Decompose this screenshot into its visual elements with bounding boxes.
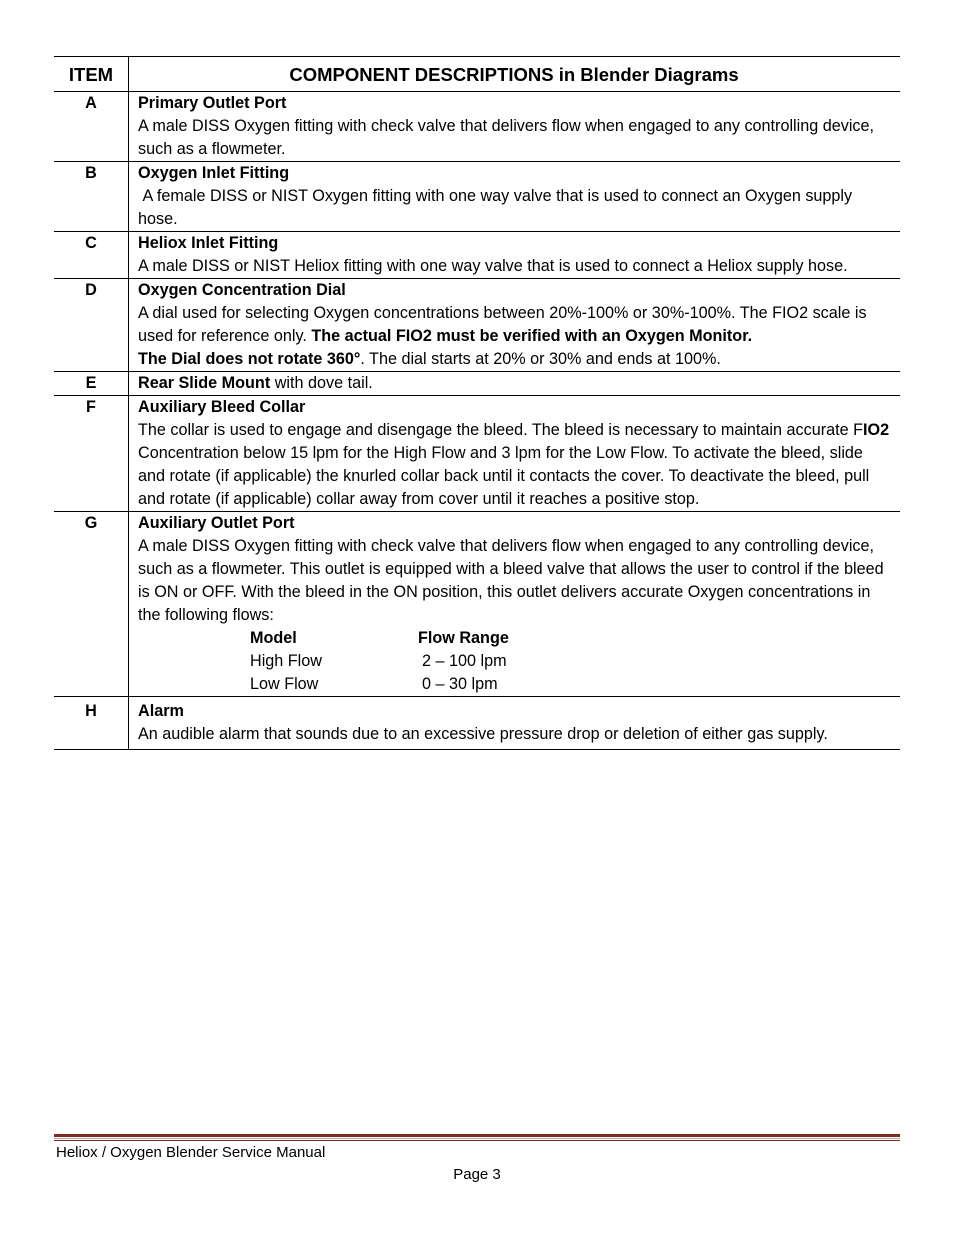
item-column-header: ITEM [54,57,129,92]
item-letter: D [54,279,129,372]
flow-range-table [250,627,890,696]
flow-range-value: 2 – 100 lpm [422,652,507,670]
component-title: Auxiliary Bleed Collar [138,398,306,416]
component-text [138,419,890,511]
text-segment: The collar is used to engage and disengage the bleed. The bleed is necessary to maintain accurate F [138,421,863,439]
component-text: An audible alarm that sounds due to an excessive pressure drop or deletion of either gas supply. [138,725,828,743]
text-segment: . The dial starts at 20% or 30% and ends at 100%. [360,350,721,368]
flow-model: Low Flow [250,675,319,693]
item-description [129,396,901,512]
component-text [138,372,890,395]
item-description [129,372,901,396]
component-text [138,348,890,371]
flow-range-row [250,650,890,673]
component-text: A male DISS Oxygen fitting with check valve that delivers flow when engaged to any controlling device, such as a flowmeter. This outlet is equipped with a bleed valve that allows the user to control if the bleed is ON or OFF. With the bleed in the ON position, this outlet delivers accurate Oxygen concentrations in the following flows: [138,537,884,624]
page-number: Page 3 [453,1166,501,1183]
component-title: Heliox Inlet Fitting [138,234,279,252]
component-text: A male DISS Oxygen fitting with check valve that delivers flow when engaged to any controlling device, such as a flowmeter. [138,117,875,158]
table-row [54,396,900,512]
description-column-header: COMPONENT DESCRIPTIONS in Blender Diagrams [129,57,901,92]
component-title: Auxiliary Outlet Port [138,514,295,532]
model-column-header: Model [250,629,297,647]
item-description [129,162,901,232]
item-description [129,697,901,750]
flow-range-column-header: Flow Range [418,629,509,647]
table-row [54,279,900,372]
item-description [129,512,901,697]
component-title: Oxygen Inlet Fitting [138,164,290,182]
item-letter: F [54,396,129,512]
flow-model: High Flow [250,652,322,670]
item-letter: C [54,232,129,279]
verify-warning: The actual FIO2 must be verified with an Oxygen Monitor. [311,327,753,345]
item-letter: E [54,372,129,396]
table-row [54,232,900,279]
component-title: Oxygen Concentration Dial [138,281,346,299]
item-letter: H [54,697,129,750]
fio2-bold: IO2 [863,421,890,439]
component-title: Primary Outlet Port [138,94,287,112]
text-segment: with dove tail. [270,374,373,392]
component-text [138,302,890,348]
flow-range-row [250,673,890,696]
rotation-warning: The Dial does not rotate 360° [138,350,361,368]
table-row [54,162,900,232]
component-descriptions-table [54,56,900,750]
item-description [129,232,901,279]
manual-title: Heliox / Oxygen Blender Service Manual [56,1144,326,1161]
component-text: A female DISS or NIST Oxygen fitting with one way valve that is used to connect an Oxygen supply hose. [138,187,857,228]
component-title: Alarm [138,702,184,720]
text-segment: Concentration below 15 lpm for the High Flow and 3 lpm for the Low Flow. To activate the bleed, slide and rotate (if applicable) the knurled collar back until it contacts the cover. To deactivate the bleed, pull and rotate (if applicable) collar away from cover until it reaches a positive stop. [138,444,870,508]
item-letter: B [54,162,129,232]
flow-range-value: 0 – 30 lpm [422,675,498,693]
footer-divider [54,1134,900,1141]
item-description [129,92,901,162]
table-row [54,372,900,396]
item-description [129,279,901,372]
item-letter: A [54,92,129,162]
component-title: Rear Slide Mount [138,374,271,392]
table-row [54,92,900,162]
table-row [54,512,900,697]
table-row [54,697,900,750]
table-header-row [54,57,900,92]
item-letter: G [54,512,129,697]
flow-range-header [250,627,890,650]
component-text: A male DISS or NIST Heliox fitting with one way valve that is used to connect a Heliox supply hose. [138,257,848,275]
text-segment: A dial used for selecting Oxygen concentrations between 20%-100% or 30%-100%. The FIO2 scale is used for reference only. [138,304,867,345]
